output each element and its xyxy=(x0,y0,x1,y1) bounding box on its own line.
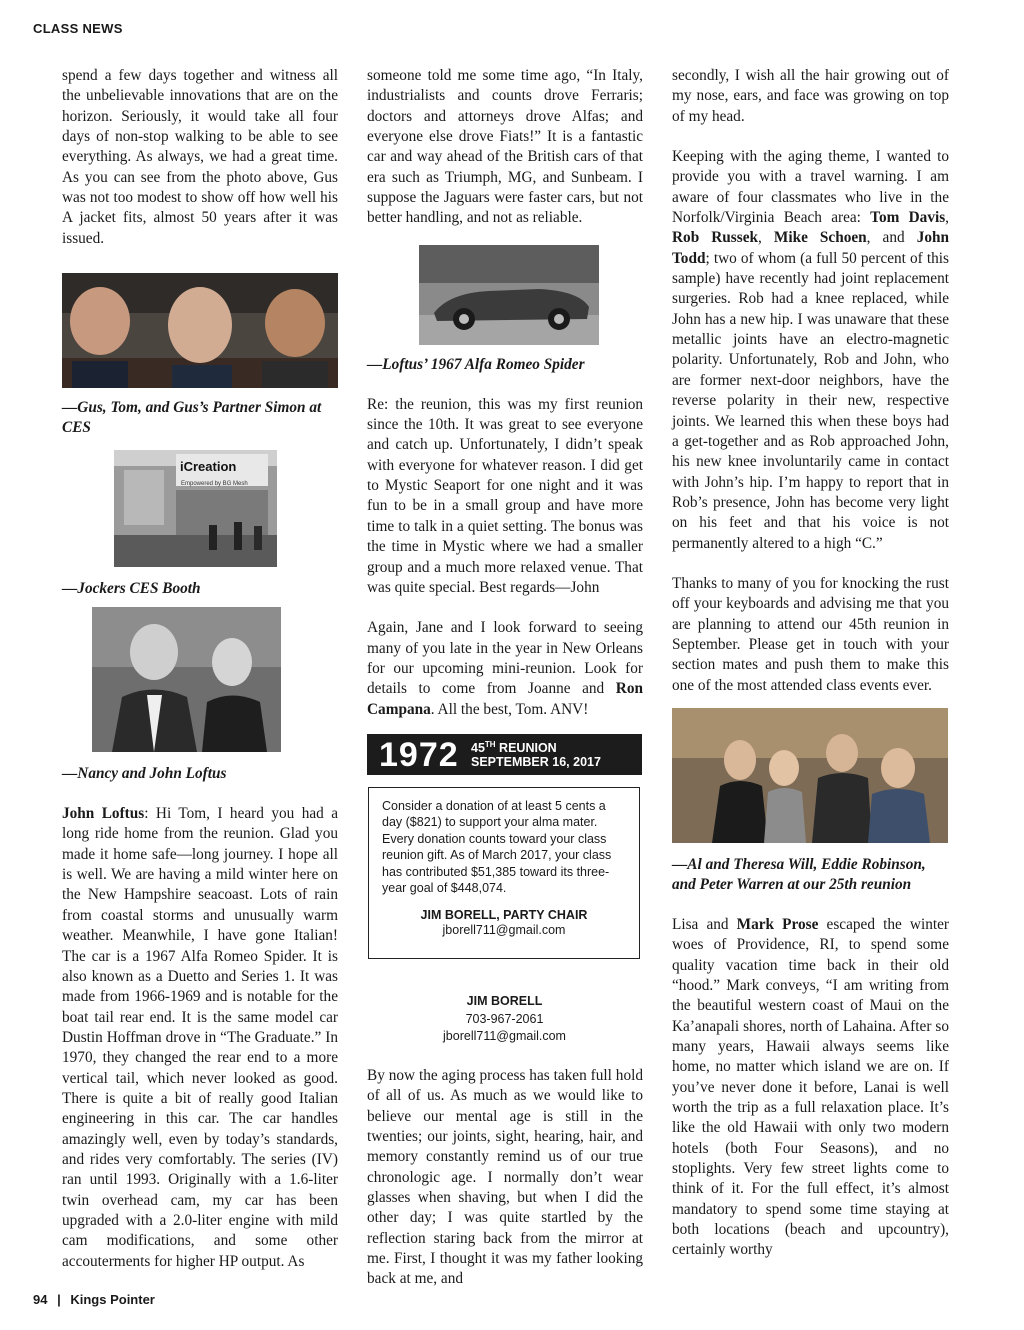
caption-25th-reunion: —Al and Theresa Will, Eddie Robinson, and Peter Warren at our 25th reunion xyxy=(672,855,926,893)
publication-name: Kings Pointer xyxy=(70,1292,155,1307)
sep-1: , xyxy=(945,209,949,227)
page-footer xyxy=(33,1292,155,1307)
page-number: 94 xyxy=(33,1292,48,1307)
caption-ces-booth: —Jockers CES Booth xyxy=(62,580,201,598)
reunion-label: REUNION xyxy=(495,741,557,756)
sep-3: , and xyxy=(866,229,917,247)
col2-paragraph-2: Re: the reunion, this was my first reunion since the 10th. It was great to see everyone and catch up. Unfortunately, I didn’t speak with everyone for whatever reason. I did get to Mystic Seaport for one night and it was fun to be in a small group and have more time to talk in a quiet setting. The bonus was the time in Mystic where we had a smaller group and a much more relaxed venue. That was quite special. Best regards—John xyxy=(367,395,643,596)
photo-ces-booth xyxy=(114,450,277,567)
col2-paragraph-3-text-a: Again, Jane and I look forward to seeing many of you late in the year in New Orleans for our upcoming mini-reunion. Look for details to come from Joanne and xyxy=(367,619,643,698)
col2-paragraph-4: By now the aging process has taken full hold of all of us. As much as we would like to believe our mental age is still in the twenties; our joints, sight, hearing, hair, and memory constantly remind us of our true chronologic age. I normally don’t wear glasses when shaving, but when I did the other day; I was quite startled by the reflection staring back from the mirror at me. First, I thought it was my father looking back at me, and xyxy=(367,1067,643,1288)
caption-gus-tom-simon: —Gus, Tom, and Gus’s Partner Simon at CES xyxy=(62,399,322,437)
booth-sign-text: iCreation xyxy=(180,459,237,475)
class-contact xyxy=(367,993,642,1046)
name-mark-prose: Mark Prose xyxy=(736,915,819,933)
reunion-date: SEPTEMBER 16, 2017 xyxy=(471,755,601,769)
booth-sign-subtext: Empowered by BG Mesh xyxy=(181,481,248,488)
photo-gus-tom-simon-image xyxy=(62,273,338,388)
photo-alfa-romeo-spider xyxy=(419,245,599,345)
photo-gus-tom-simon xyxy=(62,273,338,388)
col3-paragraph-4 xyxy=(672,915,949,1261)
photo-25th-reunion-image xyxy=(672,708,948,843)
reunion-title xyxy=(471,740,557,755)
caption-alfa-romeo: —Loftus’ 1967 Alfa Romeo Spider xyxy=(367,355,585,373)
col3-paragraph-2-text-b: ; two of whom (a full 50 percent of this sample) have recently had joint replacement surgeries. Rob had a knee replaced, while John has a new hip. I was unaware that these metallic joints have an electro-magnetic polarity. Unfortunately, Rob and John, who are former next-door neighbors, have the reverse polarity in their new, respective joints. We learned this when these boys had a get-together and as Rob approached John, his new knee involuntarily came in contact with John’s hip. I’m happy to report that in Rob’s presence, John has become very light on his feet and that his voice is not permanently altered to a high “C.” xyxy=(672,249,949,552)
contact-name: JIM BORELL xyxy=(466,994,543,1008)
party-chair-email[interactable]: jborell711@gmail.com xyxy=(442,923,566,938)
col3-paragraph-2-text-a: Keeping with the aging theme, I wanted to provide you with a travel warning. I am aware of four classmates who live in the Norfolk/Virginia Beach area: xyxy=(672,148,949,227)
col1-paragraph-2-text: : Hi Tom, I heard you had a long ride home from the reunion. Glad you made it home safe—long journey. I hope all is well. We are having a mild winter here on the New Hampshire seacoast. Lots of rain from coastal storms and unusually warm weather. Meanwhile, I have gone Italian! The car is a 1967 Alfa Romeo Spider. It is also known as a Duetto and Series 1. It was made from 1966-1969 and is notable for the boat tail rear end. It is the same model car Dustin Hoffman drove in “The Graduate.” In 1970, they changed the rear end to a more vertical tail, which never looked as good. There is quite a bit of really good Italian engineering in this car. The car handles amazingly well, even by today’s standards, and rides very comfortably. The series (IV) ran until 1993. Originally with a 1.6-liter twin overhead cam, my car has been upgraded with a 2.0-liter engine with mild cam modifications, and some other accouterments for higher HP output. As xyxy=(62,805,338,1270)
name-john-loftus: John Loftus xyxy=(62,805,145,823)
col2-paragraph-1: someone told me some time ago, “In Italy, industrialists and counts drove Ferraris; doctors and attorneys drove Alfas; and everyone else drove Fiats!” It is a fantastic car and way ahead of the British cars of that era such as Triumph, MG, and Sunbeam. I suppose the Jaguars were faster cars, but not better handling, and not as reliable. xyxy=(367,67,643,227)
col1-paragraph-2 xyxy=(62,804,338,1272)
col3-paragraph-4-text-b: escaped the winter woes of Providence, RI, to spend some quality vacation time back in their old “hood.” Mark conveys, “I am writing from the beautiful western coast of Maui on the Ka’anapali shores, north of Lahaina. After so many years, Hawaii always seems like home, no matter which island we are on. If you’ve never done it before, Lanai is well worth the trip as a full relaxation place. It’s like the old Hawaii with only two modern hotels (both Four Seasons), and no stoplights. Very few street lights come to think of it. For the full effect, it’s almost mandatory to spend some time staying at both locations (beach and upcountry), certainly worthy xyxy=(672,915,949,1259)
class-year-banner xyxy=(367,734,642,775)
sep-2: , xyxy=(758,229,774,247)
col1-paragraph-1: spend a few days together and witness all the unbelievable innovations that are on the horizon. Seriously, it would take all four days of non-stop walking to be able to see everything. As always, we had a great time. As you can see from the photo above, Gus was not too modest to show off how well his A jacket fits, almost 50 years after it was issued. xyxy=(62,67,338,247)
name-john-todd: John Todd xyxy=(672,229,949,267)
col3-paragraph-1: secondly, I wish all the hair growing out of my nose, ears, and face was growing on top of my head. xyxy=(672,67,949,125)
photo-alfa-romeo-spider-image xyxy=(419,245,599,345)
contact-email[interactable]: jborell711@gmail.com xyxy=(443,1029,566,1043)
contact-phone: 703-967-2061 xyxy=(465,1011,544,1026)
col2-paragraph-3 xyxy=(367,618,643,720)
name-mike-schoen: Mike Schoen xyxy=(773,229,867,247)
party-chair: JIM BORELL, PARTY CHAIR xyxy=(420,908,588,923)
section-header: CLASS NEWS xyxy=(33,21,123,36)
column-3 xyxy=(672,66,949,1261)
photo-25th-reunion xyxy=(672,708,948,843)
name-rob-russek: Rob Russek xyxy=(672,229,759,247)
donation-box xyxy=(368,787,640,959)
reunion-suffix: TH xyxy=(484,740,496,749)
col3-paragraph-3: Thanks to many of you for knocking the rust off your keyboards and advising me that you are planning to attend our 45th reunion in September. Please get in touch with your section mates and push them to make this one of the most attended class events ever. xyxy=(672,574,949,694)
photo-nancy-john-loftus-image xyxy=(92,607,281,752)
col3-paragraph-2 xyxy=(672,147,949,554)
caption-nancy-john-loftus: —Nancy and John Loftus xyxy=(62,765,227,783)
column-1 xyxy=(62,66,338,1272)
col3-paragraph-4-text-a: Lisa and xyxy=(672,915,737,933)
class-year: 1972 xyxy=(379,736,459,774)
footer-separator: | xyxy=(57,1292,61,1307)
col2-paragraph-3-text-b: . All the best, Tom. ANV! xyxy=(430,700,589,718)
name-ron-campana: Ron Campana xyxy=(367,680,643,718)
reunion-number: 45 xyxy=(471,741,485,756)
photo-nancy-john-loftus xyxy=(92,607,281,752)
name-tom-davis: Tom Davis xyxy=(870,209,946,227)
donation-text: Consider a donation of at least 5 cents a day ($821) to support your alma mater. Every donation counts toward your class reunion gift. As of March 2017, your class has contributed $51,385 toward its three-year goal of $448,074. xyxy=(382,799,612,896)
